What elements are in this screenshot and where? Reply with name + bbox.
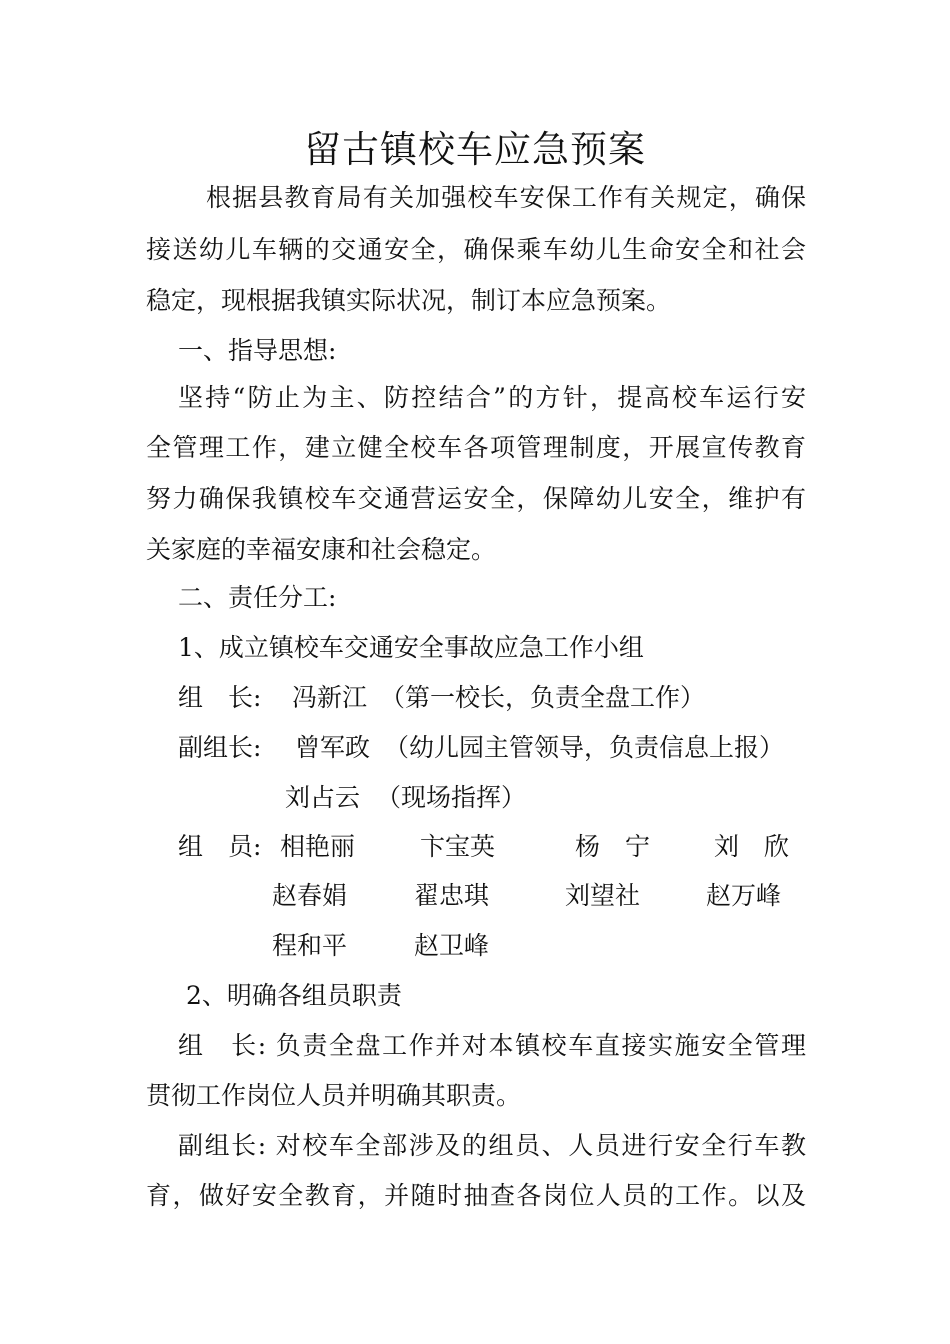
member-name: 刘望社: [565, 881, 641, 910]
intro-line-2: 接送幼儿车辆的交通安全，确保乘车幼儿生命安全和社会: [146, 235, 806, 264]
section1-line-4: 关家庭的幸福安康和社会稳定。: [146, 535, 497, 564]
member-name: 赵万峰: [706, 881, 782, 910]
intro-line-3: 稳定，现根据我镇实际状况，制订本应急预案。: [146, 286, 672, 315]
leader-note: （第一校长，负责全盘工作）: [380, 683, 706, 712]
deputy-duty-line-2: 育，做好安全教育，并随时抽查各岗位人员的工作。以及: [146, 1181, 806, 1210]
deputy-note-2: （现场指挥）: [376, 783, 527, 812]
section1-heading: 一、指导思想:: [178, 336, 337, 365]
section2-item1: 1、成立镇校车交通安全事故应急工作小组: [178, 633, 644, 662]
member-name: 刘 欣: [714, 832, 790, 861]
section1-line-1: 坚持“防止为主、防控结合”的方针，提高校车运行安: [178, 383, 806, 412]
section2-item2: 2、明确各组员职责: [186, 981, 402, 1010]
member-name: 卞宝英: [420, 832, 496, 861]
leader-duty-line-1: 组 长: 负责全盘工作并对本镇校车直接实施安全管理: [178, 1031, 806, 1060]
member-name: 赵春娟: [272, 881, 348, 910]
deputy-name-2: 刘占云: [285, 783, 361, 812]
deputy-name: 曾军政: [295, 733, 371, 762]
section1-line-3: 努力确保我镇校车交通营运安全，保障幼儿安全，维护有: [146, 484, 806, 513]
deputy-duty-line-1: 副组长: 对校车全部涉及的组员、人员进行安全行车教: [178, 1131, 806, 1160]
member-name: 相艳丽: [280, 832, 356, 861]
leader-label: 组 长:: [178, 683, 262, 712]
section1-line-2: 全管理工作，建立健全校车各项管理制度，开展宣传教育: [146, 433, 806, 462]
deputy-label: 副组长:: [178, 733, 262, 762]
deputy-note: （幼儿园主管领导，负责信息上报）: [384, 733, 785, 762]
section2-heading: 二、责任分工:: [178, 583, 337, 612]
leader-name: 冯新江: [292, 683, 368, 712]
member-name: 赵卫峰: [414, 931, 490, 960]
leader-duty-line-2: 贯彻工作岗位人员并明确其职责。: [146, 1081, 522, 1110]
member-name: 翟忠琪: [414, 881, 490, 910]
member-name: 程和平: [272, 931, 348, 960]
document-title: 留古镇校车应急预案: [304, 128, 646, 171]
member-name: 杨 宁: [575, 832, 651, 861]
intro-line-1: 根据县教育局有关加强校车安保工作有关规定，确保: [206, 183, 806, 212]
members-label: 组 员:: [178, 832, 262, 861]
